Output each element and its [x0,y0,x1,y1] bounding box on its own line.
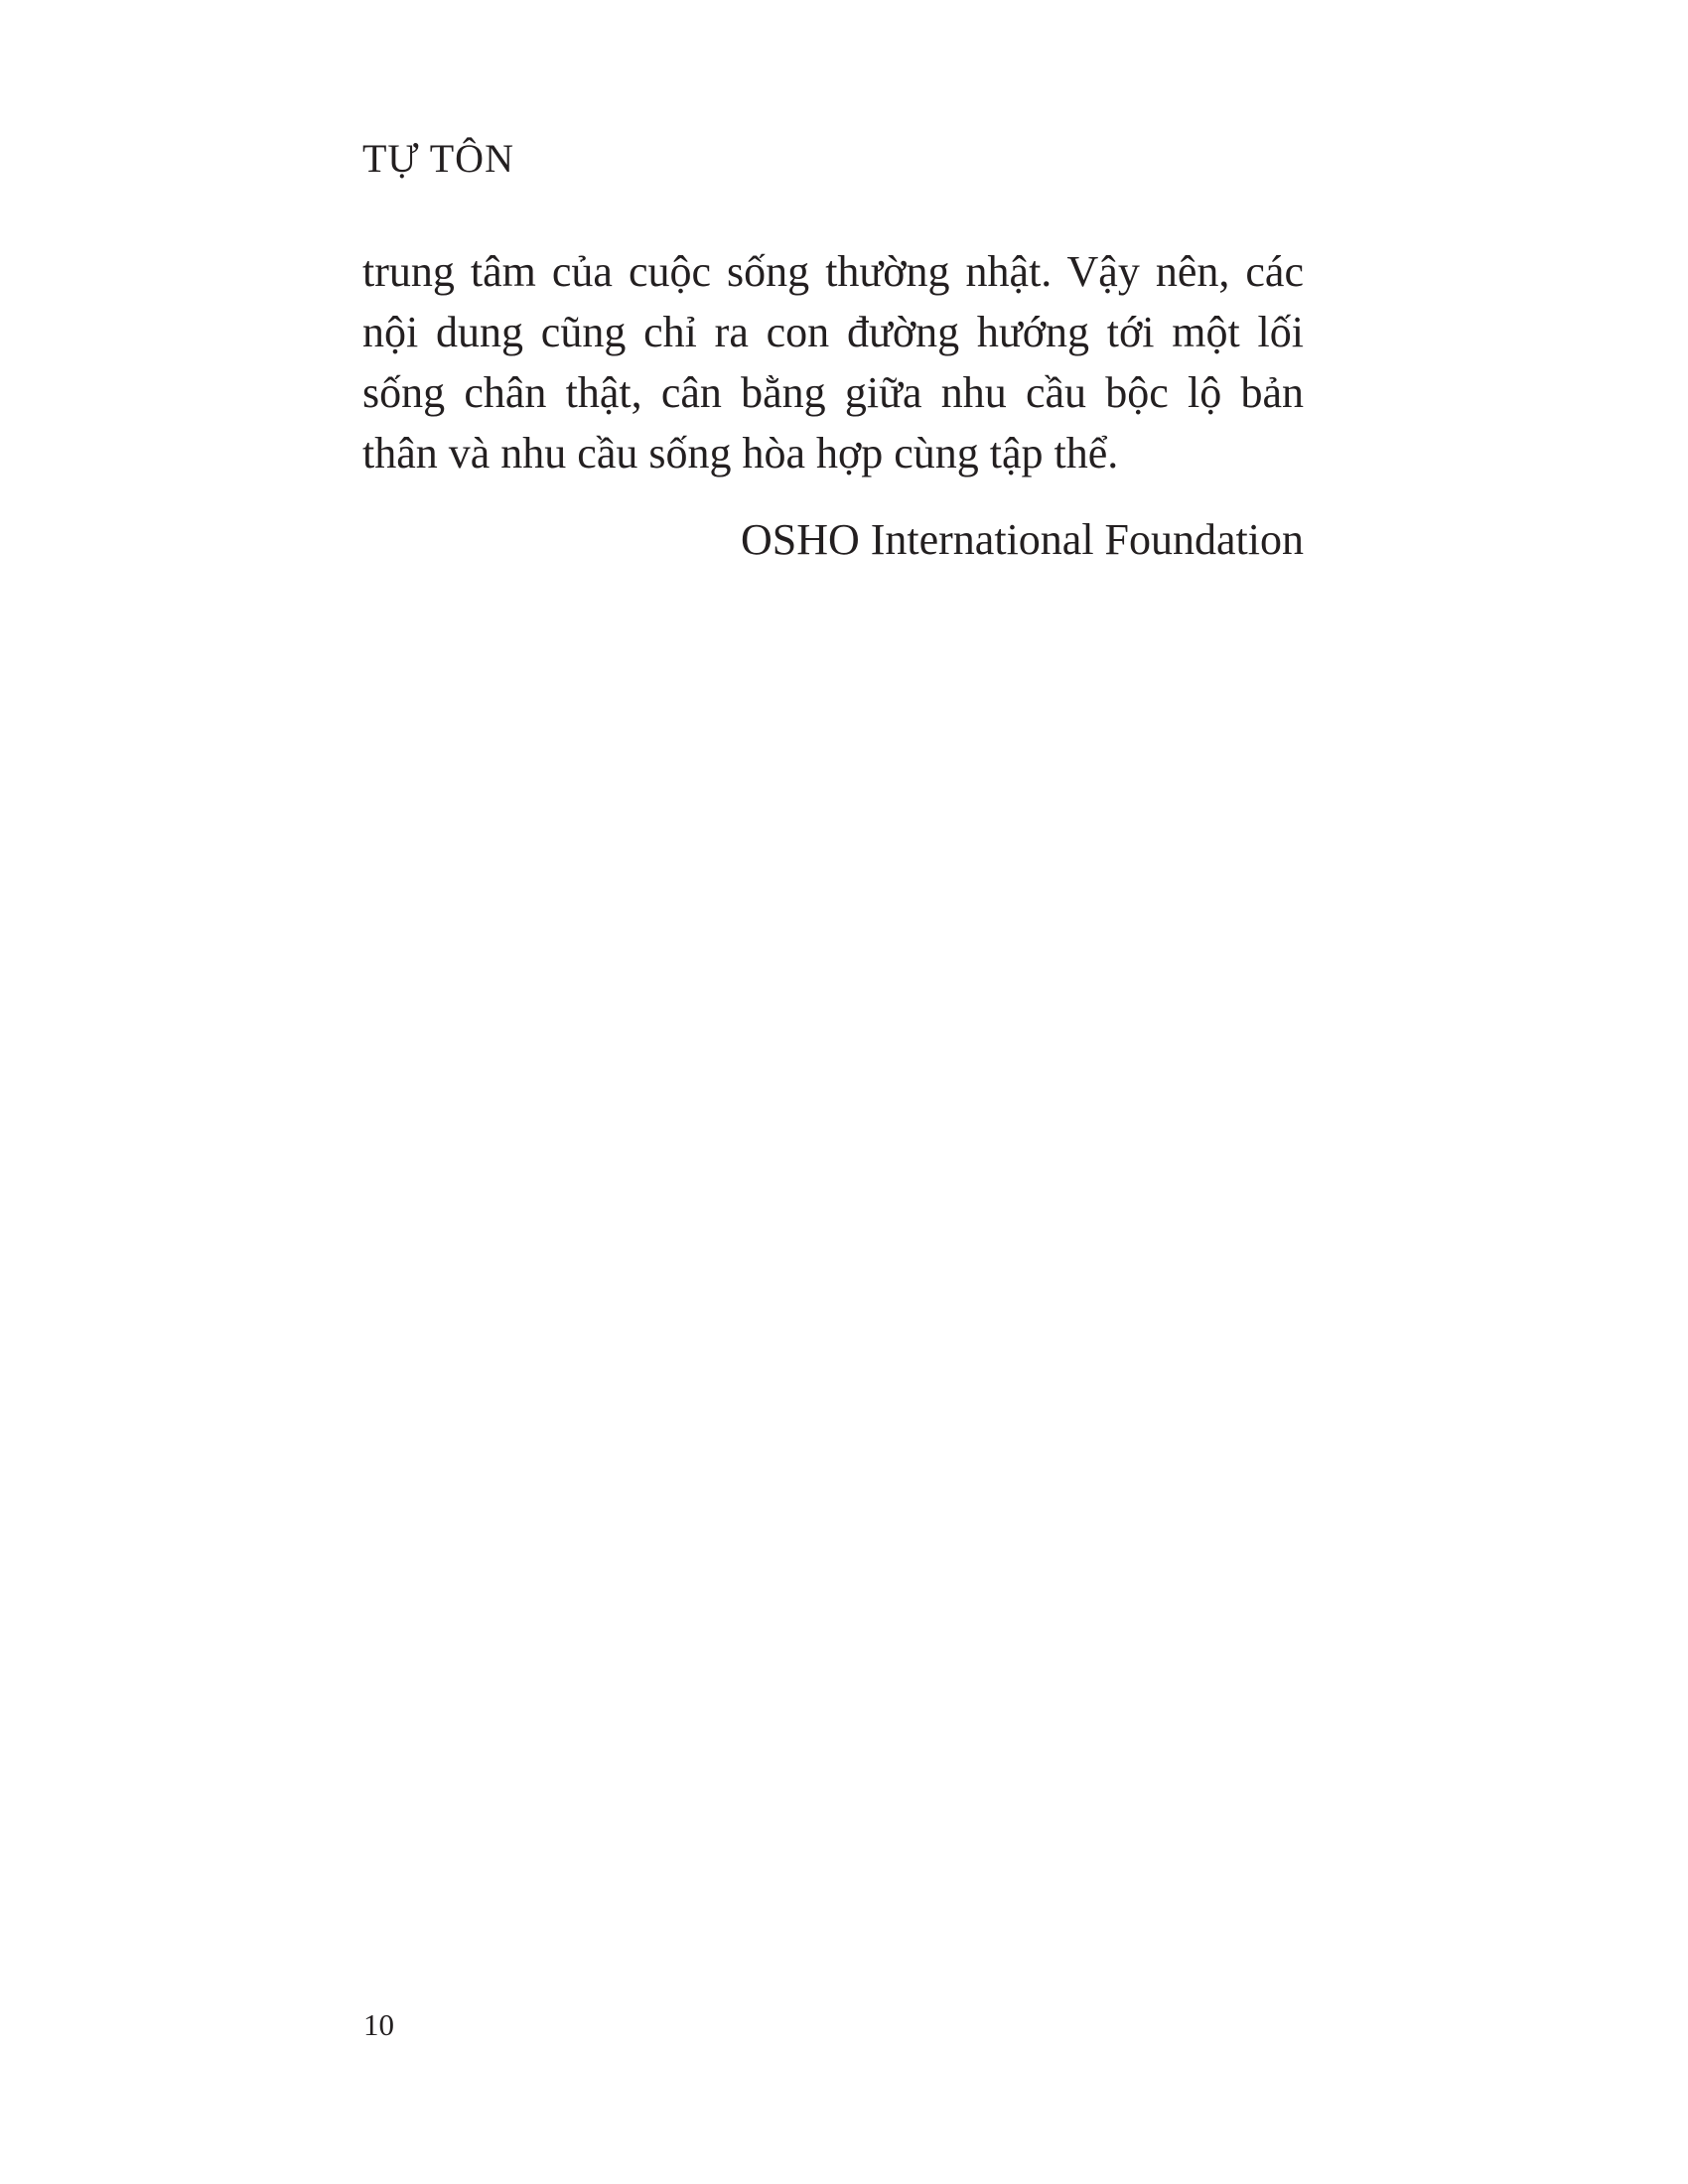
body-paragraph-line: sống chân thật, cân bằng giữa nhu cầu bộc lộ bản [362,368,1304,417]
running-header: TỰ TÔN [362,136,514,181]
body-paragraph-line: thân và nhu cầu sống hòa hợp cùng tập thể. [362,429,1119,478]
body-paragraph-line: trung tâm của cuộc sống thường nhật. Vậy nên, các [362,247,1304,296]
body-paragraph-line: nội dung cũng chỉ ra con đường hướng tới một lối [362,308,1304,356]
attribution-line: OSHO International Foundation [740,515,1304,564]
body-text-block [362,241,1304,570]
page-number: 10 [363,2007,394,2042]
